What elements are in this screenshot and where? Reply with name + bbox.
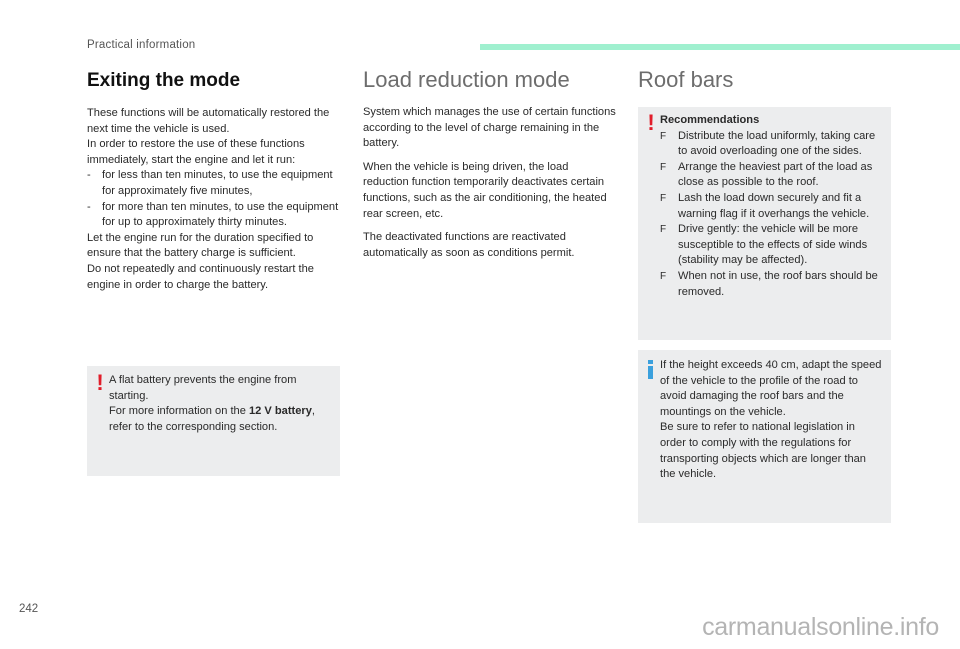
battery-warning-box xyxy=(87,366,340,476)
checkbox-bullet-icon: F xyxy=(660,192,667,204)
battery-warning-line-2 xyxy=(109,404,332,435)
recommendations-box xyxy=(638,107,891,340)
page-number: 242 xyxy=(19,603,39,615)
battery-warning-prefix: For more information on the xyxy=(109,405,249,418)
list-item-text: for more than ten minutes, to use the equipment for up to approximately thirty minutes. xyxy=(102,200,339,229)
checkbox-bullet-icon: F xyxy=(660,224,667,236)
load-paragraph-1: System which manages the use of certain functions according to the level of charge remaining in the battery. xyxy=(363,106,616,150)
dash-marker: - xyxy=(87,200,91,213)
list-item-text: for less than ten minutes, to use the equipment for approximately five minutes, xyxy=(102,169,333,197)
load-reduction-body xyxy=(363,105,617,261)
warning-icon: ! xyxy=(647,110,655,135)
checkbox-bullet-icon: F xyxy=(660,270,667,282)
header-accent-bar xyxy=(480,44,960,50)
load-reduction-column xyxy=(363,64,617,261)
height-info-box xyxy=(638,350,891,523)
battery-link-text: 12 V battery xyxy=(248,405,312,418)
exiting-paragraph-1: These functions will be automatically restored the next time the vehicle is used. xyxy=(87,107,330,135)
list-item xyxy=(87,168,341,199)
checkbox-bullet-icon: F xyxy=(660,130,667,142)
battery-warning-suffix: , refer to the corresponding section. xyxy=(109,405,315,433)
exiting-mode-heading: Exiting the mode xyxy=(87,70,241,91)
list-item-text: Distribute the load uniformly, taking care to avoid overloading one of the sides. xyxy=(678,129,876,158)
list-item xyxy=(87,200,341,231)
roof-bars-column xyxy=(638,64,892,94)
exiting-mode-body xyxy=(87,106,341,293)
load-reduction-heading: Load reduction mode xyxy=(363,67,570,92)
section-header: Practical information xyxy=(87,39,196,51)
list-item-text: Drive gently: the vehicle will be more susceptible to the effects of side winds (stability may be affected). xyxy=(678,223,868,267)
height-info-paragraph-1: If the height exceeds 40 cm, adapt the speed of the vehicle to the profile of the road to avoid damaging the roof bars and the mountings on the vehicle. xyxy=(660,359,882,418)
list-item-text: Lash the load down securely and fit a warning flag if it overhangs the vehicle. xyxy=(678,191,870,220)
recommendations-title: Recommendations xyxy=(660,114,760,126)
exiting-mode-column xyxy=(87,64,341,293)
dash-marker: - xyxy=(87,169,91,182)
list-item xyxy=(660,191,883,222)
height-info-paragraph-2: Be sure to refer to national legislation in order to comply with the regulations for transporting objects which are longer than the vehicle. xyxy=(660,421,866,481)
exiting-paragraph-3: Let the engine run for the duration specified to ensure that the battery charge is sufficient. xyxy=(87,231,314,260)
exiting-paragraph-4: Do not repeatedly and continuously restart the engine in order to charge the battery. xyxy=(87,262,314,291)
load-paragraph-3: The deactivated functions are reactivated automatically as soon as conditions permit. xyxy=(363,231,575,259)
exiting-paragraph-2: In order to restore the use of these functions immediately, start the engine and let it run: xyxy=(87,138,305,166)
list-item xyxy=(660,129,883,160)
info-icon xyxy=(648,360,653,379)
list-item xyxy=(660,222,883,269)
load-paragraph-2: When the vehicle is being driven, the load reduction function temporarily deactivates certain functions, such as the air conditioning, the heated rear screen, etc. xyxy=(363,160,607,220)
list-item-text: When not in use, the roof bars should be removed. xyxy=(678,269,878,298)
list-item-text: Arrange the heaviest part of the load as close as possible to the roof. xyxy=(678,160,873,189)
checkbox-bullet-icon: F xyxy=(660,161,667,173)
watermark: carmanualsonline.info xyxy=(702,613,939,641)
list-item xyxy=(660,269,883,300)
warning-icon: ! xyxy=(96,370,104,395)
roof-bars-heading: Roof bars xyxy=(638,67,734,92)
battery-warning-line-1: A flat battery prevents the engine from starting. xyxy=(109,374,297,402)
list-item xyxy=(660,160,883,191)
